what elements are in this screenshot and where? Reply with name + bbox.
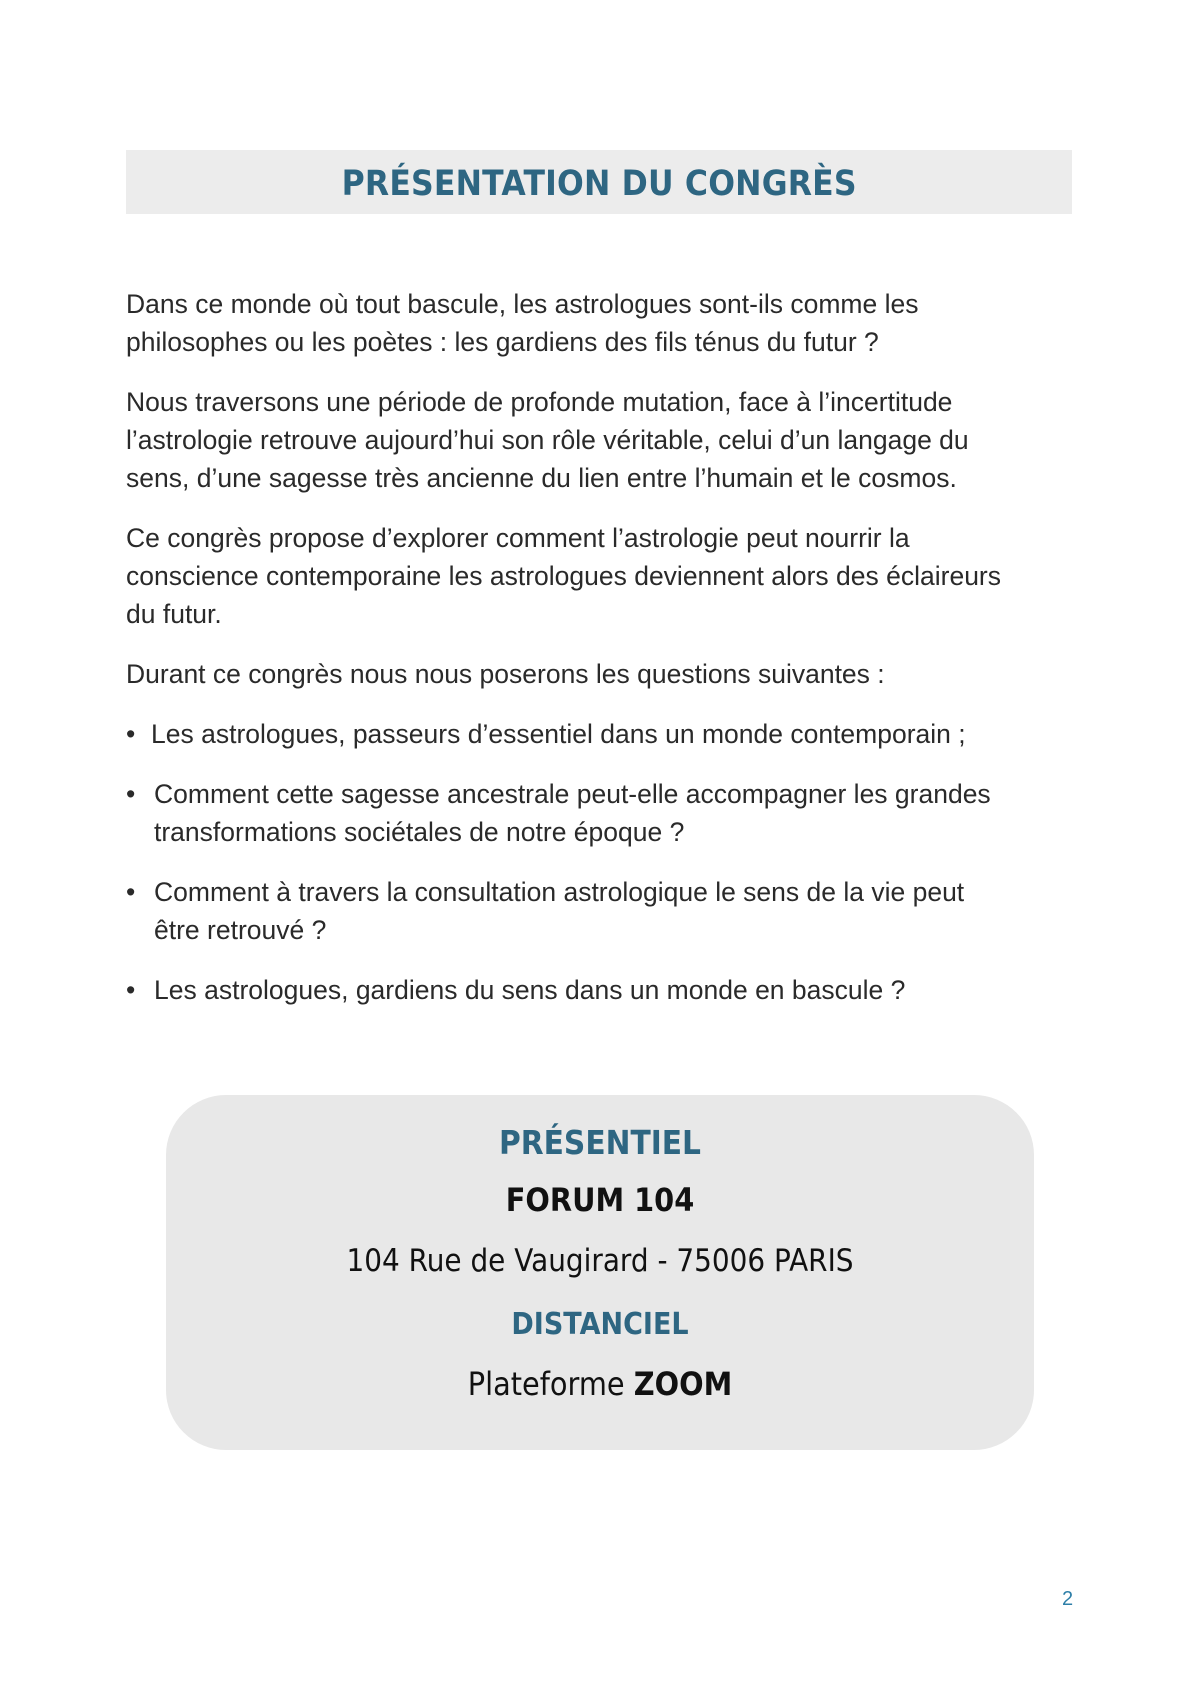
bullet-icon: • xyxy=(126,719,136,749)
question-text: Comment cette sagesse ancestrale peut-elle accompagner les grandes transformations sociétales de notre époque ? xyxy=(154,779,991,847)
remote-platform xyxy=(209,1365,990,1403)
intro-text xyxy=(126,285,1076,1031)
question-item xyxy=(126,873,1076,949)
venue-info-box xyxy=(166,1095,1034,1450)
bullet-icon: • xyxy=(126,779,136,809)
platform-name: ZOOM xyxy=(633,1365,733,1403)
page-number: 2 xyxy=(1062,1588,1074,1610)
platform-prefix: Plateforme xyxy=(467,1365,634,1403)
question-text: Les astrologues, passeurs d’essentiel dans un monde contemporain ; xyxy=(151,719,966,749)
in-person-heading: PRÉSENTIEL xyxy=(499,1123,701,1162)
question-item xyxy=(126,775,1076,851)
section-title: PRÉSENTATION DU CONGRÈS xyxy=(341,164,857,204)
intro-paragraph: Nous traversons une période de profonde mutation, face à l’incertitude l’astrologie retrouve aujourd’hui son rôle véritable, celui d’un langage du sens, d’une sagesse très ancienne du lien entre l’humain et le cosmos. xyxy=(126,387,969,493)
intro-paragraph: Ce congrès propose d’explorer comment l’astrologie peut nourrir la conscience contemporaine les astrologues deviennent alors des éclaireurs du futur. xyxy=(126,523,1002,629)
remote-heading: DISTANCIEL xyxy=(511,1307,689,1342)
question-item xyxy=(126,715,1076,753)
venue-address: 104 Rue de Vaugirard - 75006 PARIS xyxy=(346,1243,854,1279)
question-text: Les astrologues, gardiens du sens dans un monde en bascule ? xyxy=(154,975,906,1005)
bullet-icon: • xyxy=(126,975,136,1005)
question-item xyxy=(126,971,1076,1009)
bullet-icon: • xyxy=(126,877,136,907)
intro-paragraph: Dans ce monde où tout bascule, les astrologues sont-ils comme les philosophes ou les poètes : les gardiens des fils ténus du futur ? xyxy=(126,289,919,357)
venue-name: FORUM 104 xyxy=(505,1181,695,1219)
section-title-bar xyxy=(126,150,1072,214)
questions-list xyxy=(126,715,1076,1009)
questions-intro: Durant ce congrès nous nous poserons les questions suivantes : xyxy=(126,659,885,689)
question-text: Comment à travers la consultation astrologique le sens de la vie peut être retrouvé ? xyxy=(154,877,965,945)
